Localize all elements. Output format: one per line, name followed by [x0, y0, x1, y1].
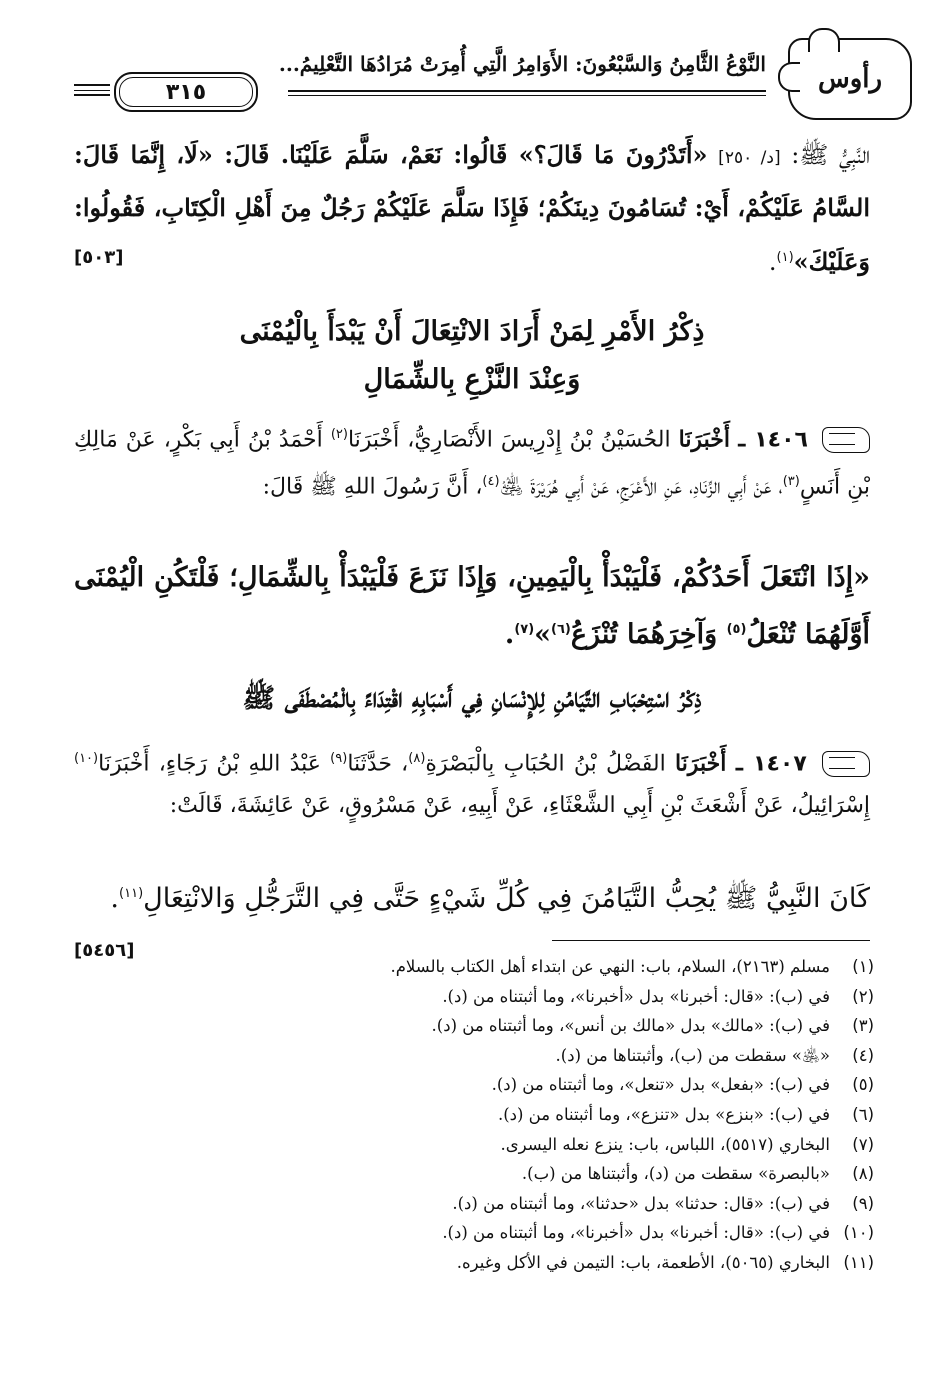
matn-text: »	[534, 619, 552, 650]
hadith-1407-isnad	[74, 738, 870, 827]
page-number-lead-line	[74, 90, 110, 91]
footnote-item	[74, 1189, 874, 1219]
footnote-text: في (ب): «قال: حدثنا» بدل «حدثنا»، وما أثبتناه من (د).	[452, 1193, 830, 1213]
intro-text: «أَتَدْرُونَ مَا قَالَ؟» قَالُوا: نَعَمْ، سَلَّمَ عَلَيْنَا. قَالَ: «لَا، إِنَّمَا قَالَ: السَّامُ عَلَيْكُمْ، أَيْ: تُسَامُونَ دِينَكُمْ؛ فَإِذَا سَلَّمَ عَلَيْكُمْ رَجُلٌ مِنَ أَهْلِ الْكِتَابِ، فَقُولُوا: وَعَلَيْكَ»	[74, 140, 870, 276]
section-title-2: ذِكْرُ اسْتِحْبَابِ التَّيَامُنِ لِلإِنْسَانِ فِي أَسْبَابِهِ اقْتِدَاءً بِالْمُصْطَفَى ﷺ	[242, 683, 702, 714]
footnote-text: مسلم (٢١٦٣)، السلام، باب: النهي عن ابتداء أهل الكتاب بالسلام.	[390, 957, 830, 976]
footnote-item	[74, 1159, 874, 1189]
page-number-lead-line	[74, 94, 110, 96]
footnote-number: (٢)	[852, 986, 874, 1006]
section-title-line: وَعِنْدَ النَّزْعِ بِالشِّمَالِ	[363, 364, 581, 395]
isnad-text: عَبْدُ اللهِ بْنُ رَجَاءٍ، أَخْبَرَنَا	[98, 751, 321, 777]
narration-word: أَخْبَرَنَا	[674, 750, 727, 777]
footnote-number: (٦)	[852, 1104, 874, 1124]
footnote-item	[74, 1130, 874, 1160]
footnote-ref: (٢)	[330, 427, 348, 442]
footnote-ref: (٩)	[330, 751, 348, 766]
intro-paragraph: النَّبِيُّ ﷺ: [د/ ٢٥٠] «أَتَدْرُونَ مَا قَالَ؟» قَالُوا: نَعَمْ، سَلَّمَ عَلَيْنَا. قَالَ: «لَا، إِنَّمَا قَالَ: السَّامُ عَلَيْكُمْ، أَيْ: تُسَامُونَ دِينَكُمْ؛ فَإِذَا سَلَّمَ عَلَيْكُمْ رَجُلٌ مِنَ أَهْلِ الْكِتَابِ، فَقُولُوا: وَعَلَيْكَ»$^{(١)}$. [٥٠٣]	[74, 130, 870, 287]
footnote-text: البخاري (٥٠٦٥)، الأطعمة، باب: التيمن في الأكل وغيره.	[456, 1252, 830, 1272]
hadith-number: ١٤٠٧ ـ	[735, 751, 807, 777]
header-rule-thin	[288, 95, 766, 96]
footnote-number: (٨)	[852, 1164, 874, 1184]
running-title: النَّوْعُ الثَّامِنُ وَالسَّبْعُونَ: الأَوَامِرُ الَّتِي أُمِرَتْ مُرَادُهَا التَّعْلِيمُ...	[278, 52, 766, 76]
footnote-text: في (ب): «بنزع» بدل «تنزع»، وما أثبتناه من (د).	[497, 1104, 830, 1124]
manuscript-ref: [د/ ٢٥٠]	[718, 148, 781, 168]
footnote-number: (٧)	[852, 1134, 874, 1154]
footnote-text: البخاري (٥٥١٧)، اللباس، باب: ينزع نعله اليسرى.	[500, 1134, 830, 1154]
footnote-number: (١١)	[843, 1252, 874, 1272]
hadith-1406-isnad	[74, 414, 870, 509]
footnotes	[74, 952, 874, 1278]
footnote-item	[74, 982, 874, 1012]
footnote-text: «بالبصرة» سقطت من (د)، وأثبتناها من (ب).	[521, 1164, 830, 1184]
footnote-text: في (ب): «بفعل» بدل «تنعل»، وما أثبتناه من (د).	[491, 1075, 830, 1095]
section-title-1	[74, 308, 870, 404]
isnad-text: ، أَنَّ رَسُولَ اللهِ ﷺ قَالَ:	[262, 474, 483, 500]
volume-badge	[788, 38, 912, 120]
footnote-ref: (٧)	[514, 622, 535, 637]
page-number: ٣١٥	[165, 79, 207, 105]
volume-badge-label: رأوس	[817, 64, 883, 94]
footnote-item	[74, 1100, 874, 1130]
footnote-item	[74, 1248, 874, 1278]
footnote-item	[74, 1218, 874, 1248]
hadith-number: ١٤٠٦ ـ	[737, 427, 808, 453]
footnote-separator	[552, 940, 870, 941]
footnote-text: في (ب): «قال: أخبرنا» بدل «أخبرنا»، وما أثبتناه من (د).	[442, 986, 830, 1006]
footnote-number: (٩)	[852, 1193, 874, 1213]
footnote-ref: (٣)	[782, 474, 800, 490]
hadith-marker-icon	[822, 751, 870, 777]
footnote-ref: (١١)	[119, 886, 144, 901]
hadith-marker-icon	[822, 427, 870, 453]
footnote-number: (١٠)	[843, 1223, 874, 1243]
narration-word: أَخْبَرَنَا	[678, 426, 730, 453]
matn-text: «إِذَا انْتَعَلَ أَحَدُكُمْ، فَلْيَبْدَأْ بِالْيَمِينِ، وَإِذَا نَزَعَ فَلْيَبْدَأْ بِالشِّمَالِ؛ فَلْتَكُنِ الْيُمْنَى أَوَّلَهُمَا تُنْعَلُ	[74, 562, 870, 650]
matn-text: كَانَ النَّبِيُّ ﷺ يُحِبُّ التَّيَامُنَ فِي كُلِّ شَيْءٍ حَتَّى فِي التَّرَجُّلِ وَالانْتِعَالِ	[143, 883, 870, 914]
footnote-number: (٣)	[852, 1016, 874, 1036]
isnad-text: ، حَدَّثَنَا	[347, 751, 409, 777]
footnote-item	[74, 952, 874, 982]
footnote-text: «﵁» سقطت من (ب)، وأثبتناها من (د).	[555, 1045, 830, 1065]
hadith-1407-matn: كَانَ النَّبِيُّ ﷺ يُحِبُّ التَّيَامُنَ فِي كُلِّ شَيْءٍ حَتَّى فِي التَّرَجُّلِ وَالانْتِعَالِ$^{(١١)}$. [٥٤٥٦]	[74, 868, 870, 977]
footnote-number: (٥)	[852, 1075, 874, 1095]
isnad-text: ، عَنْ أَبِي الزِّنَادِ، عَنِ الأَعْرَجِ، عَنْ أَبِي هُرَيْرَةَ ﵁	[499, 474, 783, 500]
hadith-1406-matn: «إِذَا انْتَعَلَ أَحَدُكُمْ، فَلْيَبْدَأْ بِالْيَمِينِ، وَإِذَا نَزَعَ فَلْيَبْدَأْ بِالشِّمَالِ؛ فَلْتَكُنِ الْيُمْنَى أَوَّلَهُمَا تُنْعَلُ$^{(٥)}$ وَآخِرَهُمَا تُنْزَعُ$^{(٦)}$»$^{(٧)}$.	[74, 562, 870, 650]
footnote-text: في (ب): «قال: أخبرنا» بدل «أخبرنا»، وما أثبتناه من (د).	[442, 1223, 830, 1243]
footnote-number: (٤)	[852, 1045, 874, 1065]
isnad-text: الفَضْلُ بْنُ الحُبَابِ بِالْبَصْرَةِ	[425, 751, 666, 777]
isnad-text: إِسْرَائِيلُ، عَنْ أَشْعَثَ بْنِ أَبِي الشَّعْثَاءِ، عَنْ أَبِيهِ، عَنْ مَسْرُوقٍ، عَنْ عَائِشَةَ، قَالَتْ:	[169, 793, 870, 819]
section-title-line: ذِكْرُ الأَمْرِ لِمَنْ أَرَادَ الانْتِعَالَ أَنْ يَبْدَأَ بِالْيُمْنَى	[239, 316, 705, 347]
isnad-text: الحُسَيْنُ بْنُ إِدْرِيسَ الأَنْصَارِيُّ، أَخْبَرَنَا	[347, 427, 671, 453]
footnote-number: (١)	[852, 957, 874, 976]
footnote-ref: (٨)	[408, 751, 426, 766]
footnote-ref: (٦)	[551, 622, 571, 637]
page-number-lead-line	[74, 84, 110, 86]
footnote-item	[74, 1070, 874, 1100]
footnote-ref: (٤)	[482, 474, 500, 490]
footnote-ref: (٥)	[726, 622, 747, 637]
header-rule	[288, 90, 766, 92]
footnote-item	[74, 1041, 874, 1071]
footnote-item	[74, 1011, 874, 1041]
footnote-ref: (١)	[776, 250, 794, 265]
hadith-end-number: [٥٠٣]	[74, 247, 124, 268]
footnote-text: في (ب): «مالك» بدل «مالك بن أنس»، وما أثبتناه من (د).	[431, 1016, 830, 1036]
intro-text-start: النَّبِيُّ ﷺ:	[791, 141, 870, 169]
page-number-box	[114, 72, 258, 112]
page-header	[78, 38, 884, 118]
hadith-end-number: [٥٤٥٦]	[74, 940, 135, 961]
footnote-ref: (١٠)	[74, 751, 99, 766]
isnad-text: أَحْمَدُ بْنُ أَبِي بَكْرٍ، عَنْ مَالِكِ بْنِ أَنَسٍ	[74, 427, 870, 500]
matn-text: وَآخِرَهُمَا تُنْزَعُ	[570, 619, 718, 650]
